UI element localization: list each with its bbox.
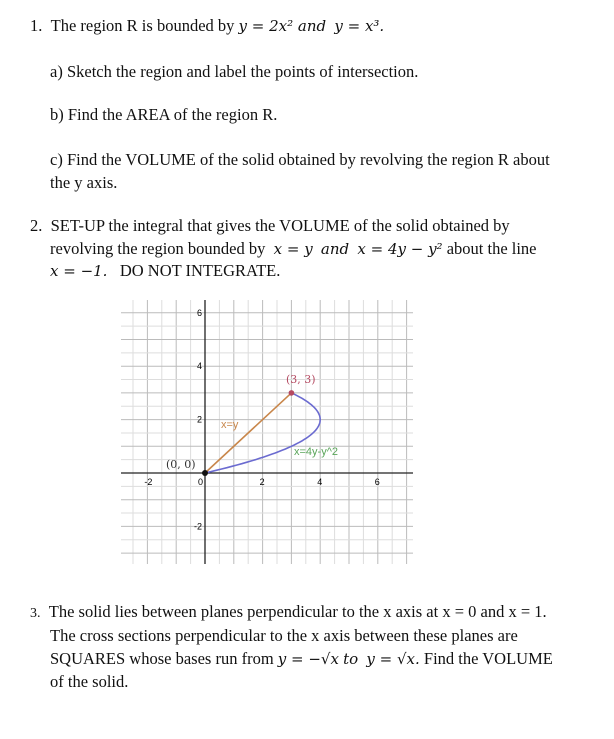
grid — [121, 300, 413, 564]
question-1a: a) Sketch the region and label the points of intersection. — [50, 62, 419, 81]
x-tick-label: -2 — [144, 477, 153, 487]
question-3-line2: The cross sections perpendicular to the x axis between these planes are — [50, 626, 518, 645]
equation: y = √x. — [366, 650, 420, 668]
to-text: to — [343, 650, 359, 668]
question-1-stem — [30, 16, 384, 36]
curve-label: x=4y-y^2 — [294, 446, 338, 458]
graph — [121, 300, 413, 564]
stem-text: The region R is bounded by — [50, 16, 239, 35]
y-tick-label: 2 — [197, 414, 203, 425]
question-2-line2 — [50, 239, 537, 259]
equation: y = 2x² — [238, 17, 298, 35]
text: The solid lies between planes perpendicular to the x axis at x = 0 and x = 1. — [48, 602, 547, 621]
text: SET-UP the integral that gives the VOLUME of the solid obtained by — [50, 216, 510, 235]
x-tick-label: 4 — [317, 477, 323, 487]
question-number: 3. — [30, 606, 41, 621]
equation: x = −1. — [50, 262, 108, 280]
y-tick-label: 6 — [197, 307, 203, 318]
intersection-point-3-3 — [289, 390, 295, 396]
x-tick-label: 0 — [198, 477, 204, 487]
point-label-3-3: (3, 3) — [286, 373, 316, 386]
question-2-line1 — [30, 216, 510, 236]
text: about the line — [442, 239, 537, 258]
equation: y = x³. — [334, 17, 385, 35]
question-1c-line1: c) Find the VOLUME of the solid obtained by revolving the region R about — [50, 150, 550, 169]
text: Find the VOLUME — [419, 649, 553, 668]
question-1b: b) Find the AREA of the region R. — [50, 105, 278, 124]
question-3-line4: of the solid. — [50, 672, 129, 691]
question-3-line3 — [50, 649, 553, 669]
question-1c-line2: the y axis. — [50, 173, 118, 192]
question-number: 1. — [30, 16, 43, 35]
line-label: x=y — [221, 419, 239, 431]
question-3-line1 — [30, 602, 547, 624]
and-text: and — [297, 17, 327, 35]
text: DO NOT INTEGRATE. — [119, 261, 281, 280]
x-tick-label: 2 — [259, 477, 265, 487]
x-tick-label: 6 — [374, 477, 380, 487]
and-text: and — [320, 240, 350, 258]
text: SQUARES whose bases run from — [50, 649, 278, 668]
question-number: 2. — [30, 216, 43, 235]
intersection-point-origin — [202, 470, 208, 476]
equation: y = −√x — [277, 650, 339, 668]
question-2-line3 — [50, 261, 280, 281]
equation: x = y — [273, 240, 313, 258]
y-tick-label: -2 — [194, 521, 203, 532]
equation: x = 4y − y² — [357, 240, 443, 258]
text: revolving the region bounded by — [50, 239, 270, 258]
y-tick-label: 4 — [197, 361, 203, 372]
point-label-origin: (0, 0) — [166, 458, 196, 471]
